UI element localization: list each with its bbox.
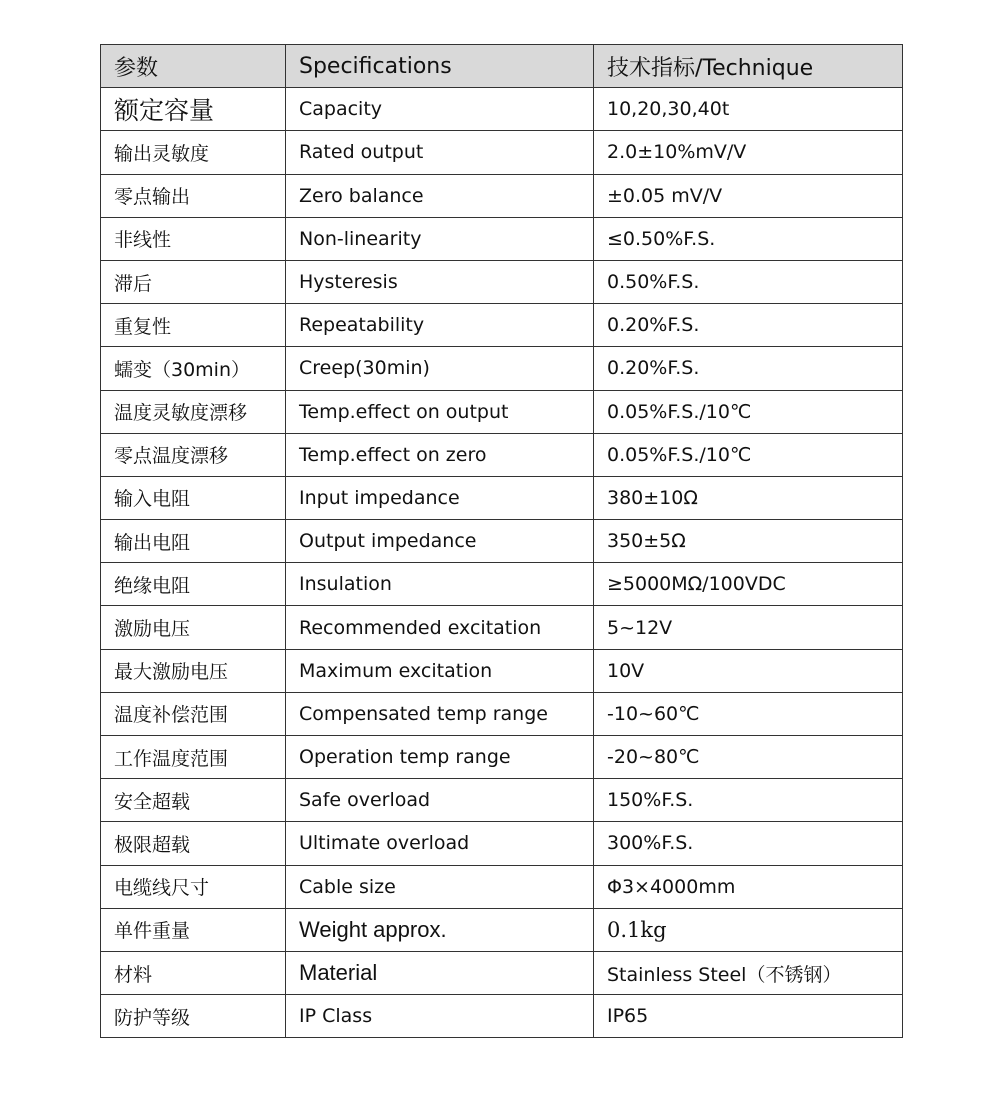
table-row (101, 217, 903, 260)
table-row (101, 304, 903, 347)
param-cell: 零点输出 (101, 174, 286, 217)
spec-cell: Compensated temp range (286, 692, 594, 735)
table-row (101, 563, 903, 606)
param-cell: 电缆线尺寸 (101, 865, 286, 908)
param-cell: 输出灵敏度 (101, 131, 286, 174)
param-cell: 零点温度漂移 (101, 433, 286, 476)
spec-cell: Weight approx. (286, 908, 594, 951)
header-param: 参数 (101, 45, 286, 88)
tech-cell: 0.1kg (594, 908, 903, 951)
spec-cell: Recommended excitation (286, 606, 594, 649)
param-cell: 蠕变（30min） (101, 347, 286, 390)
spec-cell: Rated output (286, 131, 594, 174)
param-cell: 单件重量 (101, 908, 286, 951)
tech-cell: 300%F.S. (594, 822, 903, 865)
table-row (101, 520, 903, 563)
param-cell: 最大激励电压 (101, 649, 286, 692)
table-row (101, 131, 903, 174)
spec-cell: Input impedance (286, 476, 594, 519)
tech-cell: 10,20,30,40t (594, 88, 903, 131)
table-row (101, 995, 903, 1038)
tech-cell: 350±5Ω (594, 520, 903, 563)
spec-cell: Output impedance (286, 520, 594, 563)
tech-cell: -20~80℃ (594, 736, 903, 779)
spec-cell: Cable size (286, 865, 594, 908)
spec-cell: Operation temp range (286, 736, 594, 779)
spec-cell: Hysteresis (286, 260, 594, 303)
spec-cell: Repeatability (286, 304, 594, 347)
spec-cell: Insulation (286, 563, 594, 606)
header-technique: 技术指标/Technique (594, 45, 903, 88)
param-cell: 安全超载 (101, 779, 286, 822)
tech-cell: 150%F.S. (594, 779, 903, 822)
tech-cell: 0.20%F.S. (594, 347, 903, 390)
specifications-table (100, 44, 903, 1038)
param-cell: 材料 (101, 951, 286, 994)
param-cell: 防护等级 (101, 995, 286, 1038)
table-row (101, 606, 903, 649)
tech-cell: ≤0.50%F.S. (594, 217, 903, 260)
table-row (101, 779, 903, 822)
param-cell: 温度补偿范围 (101, 692, 286, 735)
param-cell: 激励电压 (101, 606, 286, 649)
param-cell: 滞后 (101, 260, 286, 303)
param-cell: 极限超载 (101, 822, 286, 865)
tech-cell: 5~12V (594, 606, 903, 649)
tech-cell: 0.05%F.S./10℃ (594, 390, 903, 433)
table-row (101, 908, 903, 951)
table-row (101, 390, 903, 433)
tech-cell: -10~60℃ (594, 692, 903, 735)
spec-cell: Temp.effect on zero (286, 433, 594, 476)
param-cell: 工作温度范围 (101, 736, 286, 779)
tech-cell: 0.05%F.S./10℃ (594, 433, 903, 476)
table-row (101, 649, 903, 692)
table-row (101, 822, 903, 865)
spec-cell: Ultimate overload (286, 822, 594, 865)
param-cell: 温度灵敏度漂移 (101, 390, 286, 433)
table-row (101, 260, 903, 303)
tech-cell: 10V (594, 649, 903, 692)
spec-cell: Safe overload (286, 779, 594, 822)
param-cell: 输出电阻 (101, 520, 286, 563)
tech-cell: ±0.05 mV/V (594, 174, 903, 217)
table-row (101, 865, 903, 908)
table-row (101, 476, 903, 519)
table-row (101, 736, 903, 779)
param-cell: 非线性 (101, 217, 286, 260)
param-cell: 绝缘电阻 (101, 563, 286, 606)
table-row (101, 433, 903, 476)
table-row (101, 88, 903, 131)
spec-cell: Material (286, 951, 594, 994)
param-cell: 输入电阻 (101, 476, 286, 519)
spec-cell: Temp.effect on output (286, 390, 594, 433)
tech-cell: 2.0±10%mV/V (594, 131, 903, 174)
tech-cell: IP65 (594, 995, 903, 1038)
spec-cell: Capacity (286, 88, 594, 131)
table-row (101, 692, 903, 735)
table-row (101, 347, 903, 390)
tech-cell: 0.20%F.S. (594, 304, 903, 347)
tech-cell: ≥5000MΩ/100VDC (594, 563, 903, 606)
spec-cell: Creep(30min) (286, 347, 594, 390)
table-header-row (101, 45, 903, 88)
header-specifications: Specifications (286, 45, 594, 88)
tech-cell: Stainless Steel（不锈钢） (594, 951, 903, 994)
spec-cell: IP Class (286, 995, 594, 1038)
table-row (101, 951, 903, 994)
tech-cell: 380±10Ω (594, 476, 903, 519)
param-cell: 重复性 (101, 304, 286, 347)
table-row (101, 174, 903, 217)
param-cell: 额定容量 (101, 88, 286, 131)
tech-cell: 0.50%F.S. (594, 260, 903, 303)
spec-cell: Zero balance (286, 174, 594, 217)
tech-cell: Φ3×4000mm (594, 865, 903, 908)
spec-cell: Non-linearity (286, 217, 594, 260)
spec-cell: Maximum excitation (286, 649, 594, 692)
